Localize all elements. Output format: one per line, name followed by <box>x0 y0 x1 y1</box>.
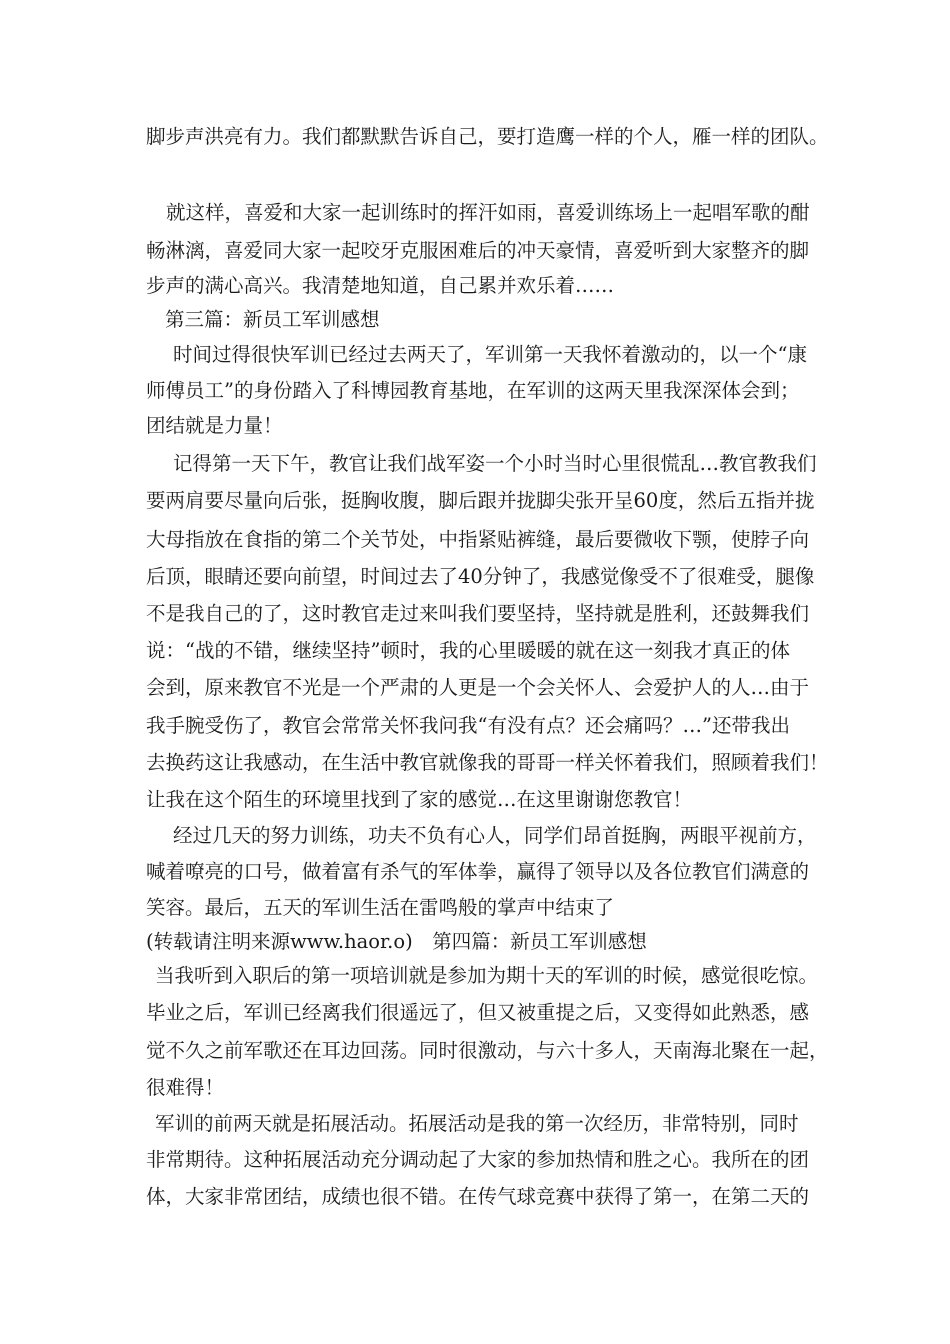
text-line: 畅淋漓，喜爱同大家一起咬牙克服困难后的冲天豪情，喜爱听到大家整齐的脚 <box>146 239 810 262</box>
section-heading: 第三篇：新员工军训感想 <box>165 308 380 331</box>
text-line: 记得第一天下午，教官让我们战军姿一个小时当时心里很慌乱…教官教我们 <box>173 452 817 475</box>
text-line: 让我在这个陌生的环境里找到了家的感觉…在这里谢谢您教官！ <box>146 788 693 811</box>
text-line: (转载请注明来源www.haor.o) 第四篇：新员工军训感想 <box>146 930 647 953</box>
text-line: 要两肩要尽量向后张，挺胸收腹，脚后跟并拢脚尖张开呈60度，然后五指并拢 <box>146 489 815 512</box>
text-line: 觉不久之前军歌还在耳边回荡。同时很激动，与六十多人，天南海北聚在一起， <box>146 1039 829 1062</box>
text-line: 当我听到入职后的第一项培训就是参加为期十天的军训的时候，感觉很吃惊。 <box>155 964 819 987</box>
text-line: 去换药这让我感动，在生活中教官就像我的哥哥一样关怀着我们，照顾着我们！ <box>146 751 829 774</box>
text-line: 就这样，喜爱和大家一起训练时的挥汗如雨，喜爱训练场上一起唱军歌的酣 <box>166 201 810 224</box>
text-line: 团结就是力量！ <box>146 414 283 437</box>
text-line: 大母指放在食指的第二个关节处，中指紧贴裤缝，最后要微收下颚，使脖子向 <box>146 528 810 551</box>
text-line: 脚步声洪亮有力。我们都默默告诉自己，要打造鹰一样的个人，雁一样的团队。 <box>146 125 829 148</box>
text-line: 体，大家非常团结，成绩也很不错。在传气球竞赛中获得了第一，在第二天的 <box>146 1185 810 1208</box>
text-line: 经过几天的努力训练，功夫不负有心人，同学们昂首挺胸，两眼平视前方， <box>173 824 817 847</box>
text-line: 时间过得很快军训已经过去两天了，军训第一天我怀着激动的，以一个“康 <box>173 343 807 366</box>
text-line: 后顶，眼睛还要向前望，时间过去了40分钟了，我感觉像受不了很难受，腿像 <box>146 565 815 588</box>
text-line: 很难得！ <box>146 1076 225 1099</box>
text-line: 我手腕受伤了，教官会常常关怀我问我“有没有点？还会痛吗？…”还带我出 <box>146 714 790 737</box>
text-line: 会到，原来教官不光是一个严肃的人更是一个会关怀人、会爱护人的人…由于 <box>146 676 810 699</box>
text-line: 喊着嘹亮的口号，做着富有杀气的军体拳，赢得了领导以及各位教官们满意的 <box>146 860 810 883</box>
text-line: 毕业之后，军训已经离我们很遥远了，但又被重提之后，又变得如此熟悉，感 <box>146 1001 810 1024</box>
text-line: 步声的满心高兴。我清楚地知道，自己累并欢乐着…… <box>146 274 615 297</box>
text-line: 说：“战的不错，继续坚持”顿时，我的心里暖暖的就在这一刻我才真正的体 <box>146 639 790 662</box>
text-line: 笑容。最后，五天的军训生活在雷鸣般的掌声中结束了 <box>146 896 615 919</box>
text-line: 军训的前两天就是拓展活动。拓展活动是我的第一次经历，非常特别，同时 <box>155 1112 799 1135</box>
text-line: 非常期待。这种拓展活动充分调动起了大家的参加热情和胜之心。我所在的团 <box>146 1148 810 1171</box>
text-line: 师傅员工”的身份踏入了科博园教育基地，在军训的这两天里我深深体会到； <box>146 379 800 402</box>
text-line: 不是我自己的了，这时教官走过来叫我们要坚持，坚持就是胜利，还鼓舞我们 <box>146 602 810 625</box>
